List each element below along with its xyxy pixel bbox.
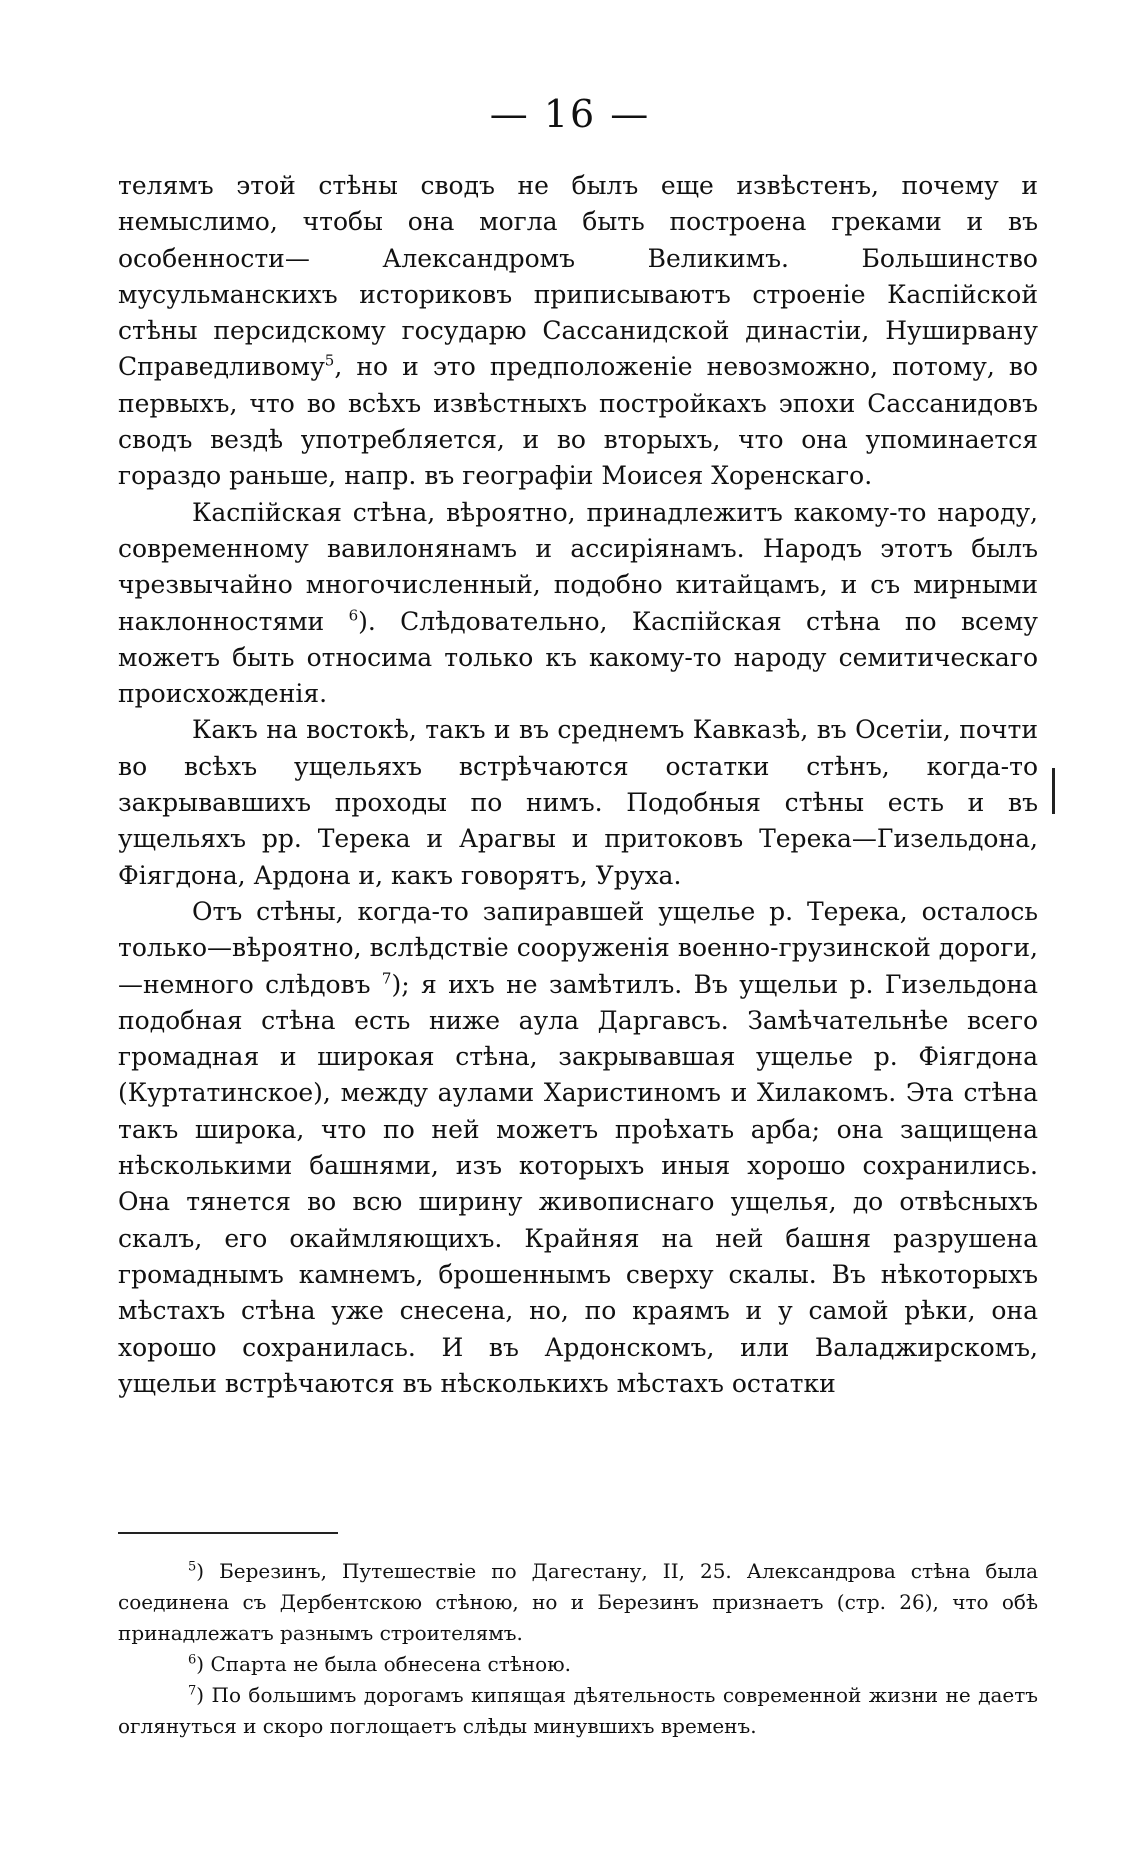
footnote-rule xyxy=(118,1532,338,1534)
footnote-ref-5: 5 xyxy=(324,352,335,371)
footnote-6-mark: 6 xyxy=(188,1652,197,1668)
paragraph-4-text-end: ); я ихъ не замѣтилъ. Въ ущельи р. Гизельдона подобная стѣна есть ниже аула Даргавсъ. Замѣчательнѣе всего громадная и широкая стѣна, закрывавшая ущелье р. Фіягдона (Куртатинское), между аулами Харистиномъ и Хилакомъ. Эта стѣна такъ широка, что по ней можетъ проѣхать арба; она защищена нѣсколькими башнями, изъ которыхъ иныя хорошо сохранились. Она тянется во всю ширину живописнаго ущелья, до отвѣсныхъ скалъ, его окаймляющихъ. Крайняя на ней башня разрушена громаднымъ камнемъ, брошеннымъ сверху скалы. Въ нѣкоторыхъ мѣстахъ стѣна уже снесена, но, по краямъ и у самой рѣки, она хорошо сохранилась. И въ Ардонскомъ, или Валаджирскомъ, ущельи встрѣчаются въ нѣсколькихъ мѣстахъ остатки xyxy=(118,969,1038,1398)
footnote-ref-6: 6 xyxy=(348,606,359,625)
paragraph-2-text: Каспійская стѣна, вѣроятно, принадлежитъ какому-то народу, современному вавилонянамъ и ассиріянамъ. Народъ этотъ былъ чрезвычайно многочисленный, подобно китайцамъ, и съ мирными наклонностями xyxy=(118,497,1038,636)
footnote-7 xyxy=(118,1680,1038,1742)
footnote-5 xyxy=(118,1556,1038,1649)
paragraph-4 xyxy=(118,894,1038,1402)
paragraph-1 xyxy=(118,168,1038,495)
footnote-ref-7: 7 xyxy=(381,969,392,988)
page-number: — 16 — xyxy=(489,92,651,136)
paragraph-1-text: телямъ этой стѣны сводъ не былъ еще извѣстенъ, почему и немыслимо, чтобы она могла быть построена греками и въ особенности— Александромъ Великимъ. Большинство мусульманскихъ историковъ приписываютъ строеніе Каспійской стѣны персидскому государю Сассанидской династіи, Нуширвану Справедливому xyxy=(118,171,1038,382)
body-text xyxy=(118,168,1038,1402)
footnote-5-text: ) Березинъ, Путешествіе по Дагестану, II, 25. Александрова стѣна была соединена съ Дербентскою стѣною, но и Березинъ признаетъ (стр. 26), что обѣ принадлежатъ разнымъ строителямъ. xyxy=(118,1559,1038,1645)
footnote-6-text: ) Спарта не была обнесена стѣною. xyxy=(196,1652,571,1676)
paragraph-2-text-end: ). Слѣдовательно, Каспійская стѣна по всему можетъ быть относима только къ какому-то народу семитическаго происхожденія. xyxy=(118,606,1038,709)
footnote-5-mark: 5 xyxy=(188,1559,197,1575)
footnote-6 xyxy=(118,1649,1038,1680)
paragraph-4-text: Отъ стѣны, когда-то запиравшей ущелье р. Терека, осталось только—вѣроятно, вслѣдствіе сооруженія военно-грузинской дороги,—немного слѣдовъ xyxy=(118,896,1038,999)
paragraph-2 xyxy=(118,495,1038,713)
paragraph-1-text-end: , но и это предположеніе невозможно, потому, во первыхъ, что во всѣхъ извѣстныхъ постройкахъ эпохи Сассанидовъ сводъ вездѣ употребляется, и во вторыхъ, что она упоминается гораздо раньше, напр. въ географіи Моисея Хоренскаго. xyxy=(118,352,1038,491)
paragraph-3: Какъ на востокѣ, такъ и въ среднемъ Кавказѣ, въ Осетіи, почти во всѣхъ ущельяхъ встрѣчаются остатки стѣнъ, когда-то закрывавшихъ проходы по нимъ. Подобныя стѣны есть и въ ущельяхъ рр. Терека и Арагвы и притоковъ Терека—Гизельдона, Фіягдона, Ардона и, какъ говорятъ, Уруха. xyxy=(118,715,1038,890)
footnote-7-text: ) По большимъ дорогамъ кипящая дѣятельность современной жизни не даетъ оглянуться и скоро поглощаетъ слѣды минувшихъ временъ. xyxy=(118,1683,1038,1738)
footnotes xyxy=(118,1556,1038,1742)
footnote-7-mark: 7 xyxy=(188,1683,197,1699)
margin-mark xyxy=(1052,768,1055,814)
